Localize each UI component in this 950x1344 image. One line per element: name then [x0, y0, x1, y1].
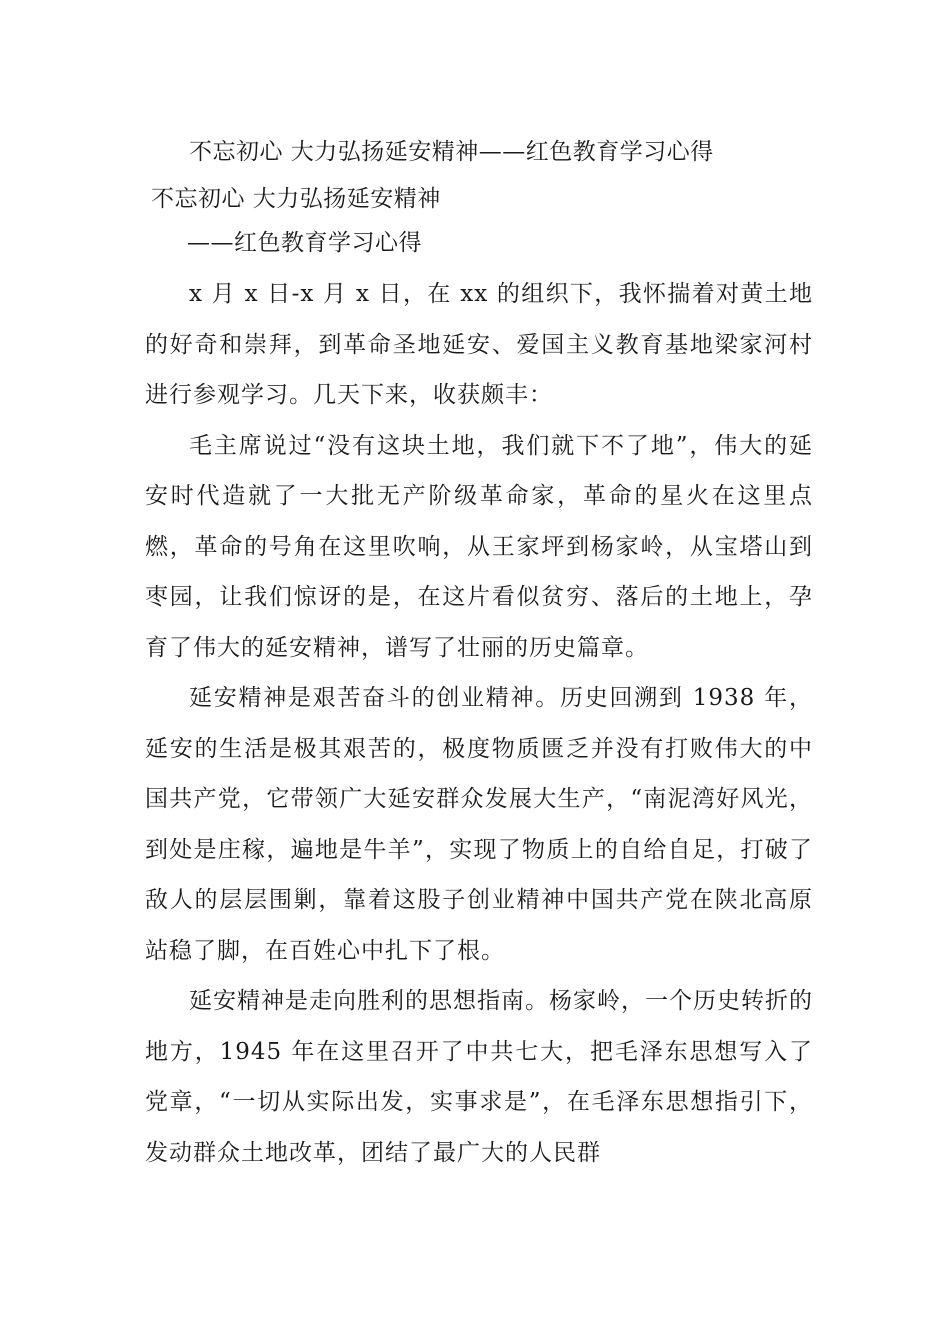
paragraph-quote: 毛主席说过“没有这块土地，我们就下不了地”，伟大的延安时代造就了一大批无产阶级革命家，革命的星火在这里点燃，革命的号角在这里吹响，从王家坪到杨家岭，从宝塔山到枣园，让我们惊讶的是，在这片看似贫穷、落后的土地上，孕育了伟大的延安精神，谱写了壮丽的历史篇章。 [145, 432, 813, 661]
heading-subtitle: ——红色教育学习心得 [187, 230, 422, 256]
document-body [145, 130, 813, 1178]
paragraph-spirit-guide: 延安精神是走向胜利的思想指南。杨家岭，一个历史转折的地方，1945 年在这里召开了中共七大，把毛泽东思想写入了党章，“一切从实际出发，实事求是”，在毛泽东思想指引下，发动群众土地改革，团结了最广大的人民群 [145, 988, 813, 1166]
paragraph-spirit-hardwork: 延安精神是艰苦奋斗的创业精神。历史回溯到 1938 年，延安的生活是极其艰苦的，极度物质匮乏并没有打败伟大的中国共产党，它带领广大延安群众发展大生产，“南泥湾好风光，到处是庄稼，遍地是牛羊”，实现了物质上的自给自足，打破了敌人的层层围剿，靠着这股子创业精神中国共产党在陕北高原站稳了脚，在百姓心中扎下了根。 [145, 685, 813, 964]
paragraph-intro: x 月 x 日-x 月 x 日，在 xx 的组织下，我怀揣着对黄土地的好奇和崇拜，到革命圣地延安、爱国主义教育基地梁家河村进行参观学习。几天下来，收获颇丰： [145, 281, 813, 408]
heading-main: 不忘初心 大力弘扬延安精神 [151, 186, 441, 212]
document-title: 不忘初心 大力弘扬延安精神——红色教育学习心得 [189, 139, 714, 165]
